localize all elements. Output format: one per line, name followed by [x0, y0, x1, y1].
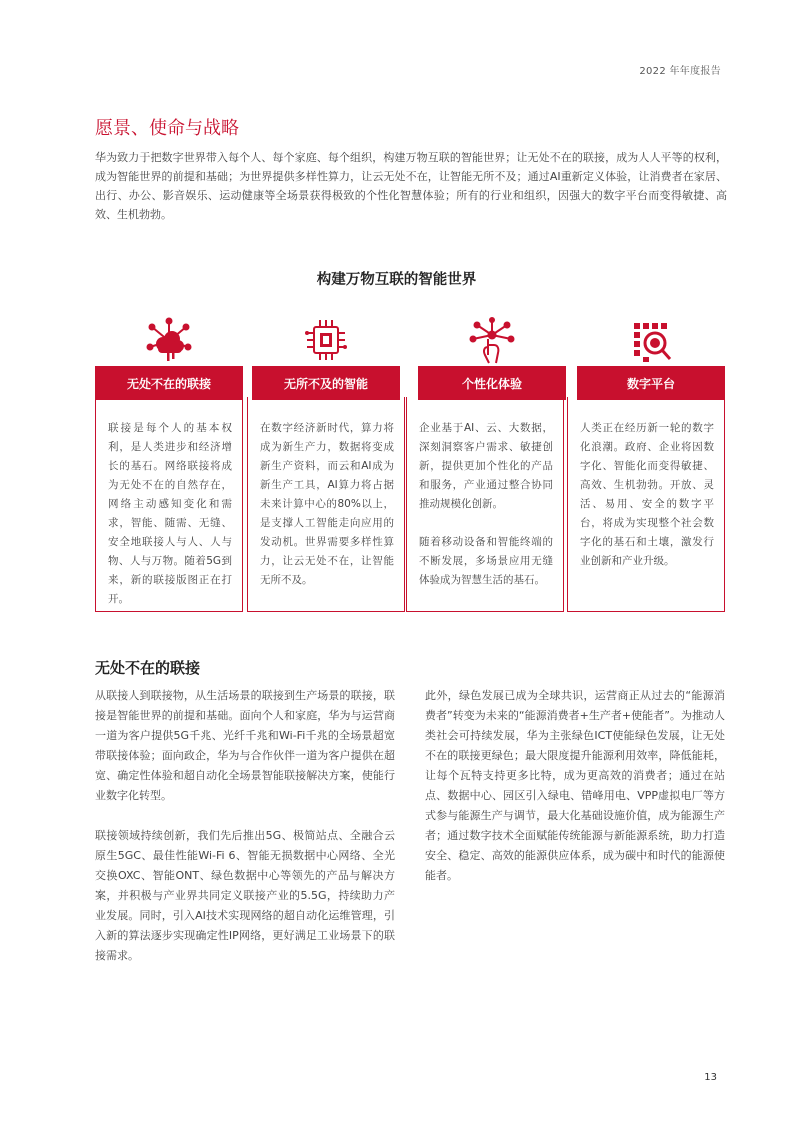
- pillar-card: [567, 397, 725, 612]
- pillar-card: [247, 397, 405, 612]
- network-cloud-icon: [95, 316, 243, 366]
- vision-paragraph: 华为致力于把数字世界带入每个人、每个家庭、每个组织，构建万物互联的智能世界；让无处不在的联接，成为人人平等的权利，成为智能世界的前提和基础；为世界提供多样性算力，让云无处不在，让智能无所不及；通过AI重新定义体验，让消费者在家居、出行、办公、影音娱乐、运动健康等全场景获得极致的个性化智慧体验；所有的行业和组织，因强大的数字平台而变得敏捷、高效、生机勃勃。: [95, 151, 727, 221]
- body-paragraph: 联接领域持续创新，我们先后推出5G、极简站点、全融合云原生5GC、最佳性能Wi-Fi 6、智能无损数据中心网络、全光交换OXC、智能ONT、绿色数据中心等领先的产品与解决方案，并积极与产业界共同定义联接产业的5.5G，持续助力产业发展。同时，引入AI技术实现网络的超自动化运维管理，引入新的算法逐步实现确定性IP网络，更好满足工业场景下的联接需求。: [95, 829, 395, 962]
- subsection-title: 无处不在的联接: [95, 659, 201, 677]
- pillar-text: 联接是每个人的基本权利，是人类进步和经济增长的基石。网络联接将成为无处不在的自然存在，网络主动感知变化和需求，智能、随需、无缝、安全地联接人与人、人与物、人与万物。随着5G到来，新的联接版图正在打开。: [108, 422, 232, 605]
- pillar-label: 数字平台: [577, 366, 725, 400]
- pillar-text: 在数字经济新时代，算力将成为新生产力，数据将变成新生产资料，而云和AI成为新生产工具，AI算力将占据未来计算中心的80%以上，是支撑人工智能走向应用的发动机。世界需要多样性算力，让云无处不在，让智能无所不及。: [260, 422, 394, 586]
- pillar-card: [95, 397, 243, 612]
- processor-chip-icon: [252, 316, 400, 366]
- pillar-personalized-experience: [418, 316, 566, 586]
- pillar-text: 随着移动设备和智能终端的不断发展，多场景应用无缝体验成为智慧生活的基石。: [419, 536, 553, 586]
- body-paragraph: 此外，绿色发展已成为全球共识，运营商正从过去的“能源消费者”转变为未来的“能源消费者+生产者+使能者”。为推动人类社会可持续发展，华为主张绿色ICT使能绿色发展，让无处不在的联接更绿色；最大限度提升能源利用效率，降低能耗，让每个瓦特支持更多比特，成为更高效的消费者；通过在站点、数据中心、园区引入绿电、错峰用电、VPP虚拟电厂等方式参与能源生产与调节，最大化基础设施价值，成为能源生产者；通过数字技术全面赋能传统能源与新能源系统，助力打造安全、稳定、高效的能源供应体系，成为碳中和时代的能源使能者。: [425, 689, 725, 882]
- pillar-label: 无所不及的智能: [252, 366, 400, 400]
- left-column: [95, 686, 395, 966]
- pillar-digital-platform: [577, 316, 725, 567]
- pillar-label: 个性化体验: [418, 366, 566, 400]
- pillar-label: 无处不在的联接: [95, 366, 243, 400]
- right-column: [425, 686, 725, 886]
- digital-search-icon: [577, 316, 725, 366]
- pillar-pervasive-intelligence: [252, 316, 400, 586]
- section-title: 愿景、使命与战略: [95, 118, 239, 139]
- body-paragraph: 从联接人到联接物，从生活场景的联接到生产场景的联接，联接是智能世界的前提和基础。面向个人和家庭，华为与运营商一道为客户提供5G千兆、光纤千兆和Wi-Fi千兆的全场景超宽带联接体验；面向政企，华为与合作伙伴一道为客户提供在超宽、确定性体验和超自动化全场景智能联接解决方案，使能行业数字化转型。: [95, 689, 395, 802]
- pillar-text: 人类正在经历新一轮的数字化浪潮。政府、企业将因数字化、智能化而变得敏捷、高效、生机勃勃。开放、灵活、易用、安全的数字平台，将成为实现整个社会数字化的基石和土壤，激发行业创新和产业升级。: [580, 422, 714, 567]
- pillar-card: [406, 397, 564, 612]
- pillar-ubiquitous-connectivity: [95, 316, 243, 605]
- report-title: 2022 年年度报告: [639, 66, 721, 77]
- page-number: 13: [704, 1072, 717, 1083]
- diagram-title: 构建万物互联的智能世界: [316, 272, 477, 288]
- pillar-text: 企业基于AI、云、大数据，深刻洞察客户需求、敏捷创新，提供更加个性化的产品和服务，产业通过整合协同推动规模化创新。: [419, 422, 553, 510]
- touch-network-icon: [418, 316, 566, 366]
